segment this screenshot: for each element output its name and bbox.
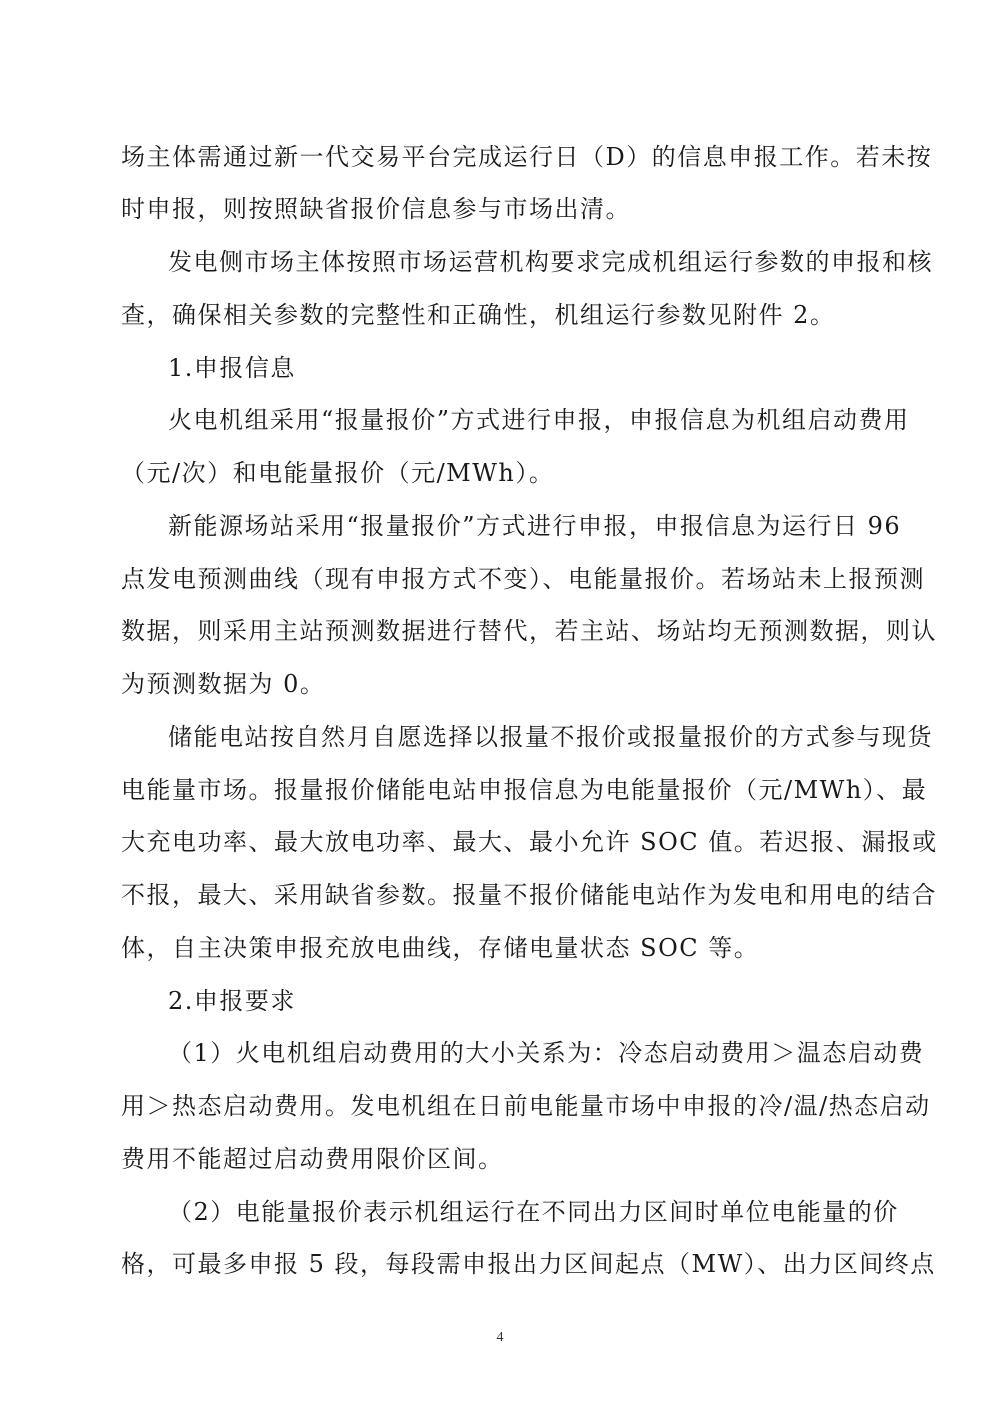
text-line: 场主体需通过新一代交易平台完成运行日（D）的信息申报工作。若未按 xyxy=(121,143,933,171)
text-line: 火电机组采用“报量报价”方式进行申报，申报信息为机组启动费用 xyxy=(168,406,910,434)
section-heading: 1.申报信息 xyxy=(168,354,296,382)
text-line: 发电侧市场主体按照市场运营机构要求完成机组运行参数的申报和核 xyxy=(168,248,933,276)
text-line: （1）火电机组启动费用的大小关系为：冷态启动费用＞温态启动费 xyxy=(168,1039,925,1067)
text-line: 时申报，则按照缺省报价信息参与市场出清。 xyxy=(121,195,631,223)
text-line: 体，自主决策申报充放电曲线，存储电量状态 SOC 等。 xyxy=(121,934,760,962)
text-line: 储能电站按自然月自愿选择以报量不报价或报量报价的方式参与现货 xyxy=(168,723,933,751)
text-line: 格，可最多申报 5 段，每段需申报出力区间起点（MW）、出力区间终点 xyxy=(121,1250,936,1278)
text-line: （元/次）和电能量报价（元/MWh）。 xyxy=(121,459,555,487)
text-line: 查，确保相关参数的完整性和正确性，机组运行参数见附件 2。 xyxy=(121,301,836,329)
text-line: 电能量市场。报量报价储能电站申报信息为电能量报价（元/MWh）、最 xyxy=(121,776,928,804)
text-line: 点发电预测曲线（现有申报方式不变）、电能量报价。若场站未上报预测 xyxy=(121,565,925,593)
text-line: （2）电能量报价表示机组运行在不同出力区间时单位电能量的价 xyxy=(168,1198,899,1226)
text-line: 用＞热态启动费用。发电机组在日前电能量市场中申报的冷/温/热态启动 xyxy=(121,1092,931,1120)
text-line: 不报，最大、采用缺省参数。报量不报价储能电站作为发电和用电的结合 xyxy=(121,881,937,909)
text-line: 费用不能超过启动费用限价区间。 xyxy=(121,1145,504,1173)
section-heading: 2.申报要求 xyxy=(168,987,296,1015)
text-line: 数据，则采用主站预测数据进行替代，若主站、场站均无预测数据，则认 xyxy=(121,617,937,645)
page-number: 4 xyxy=(496,1330,504,1345)
text-line: 新能源场站采用“报量报价”方式进行申报，申报信息为运行日 96 xyxy=(168,512,902,540)
text-line: 为预测数据为 0。 xyxy=(121,670,326,698)
text-line: 大充电功率、最大放电功率、最大、最小允许 SOC 值。若迟报、漏报或 xyxy=(121,828,938,856)
